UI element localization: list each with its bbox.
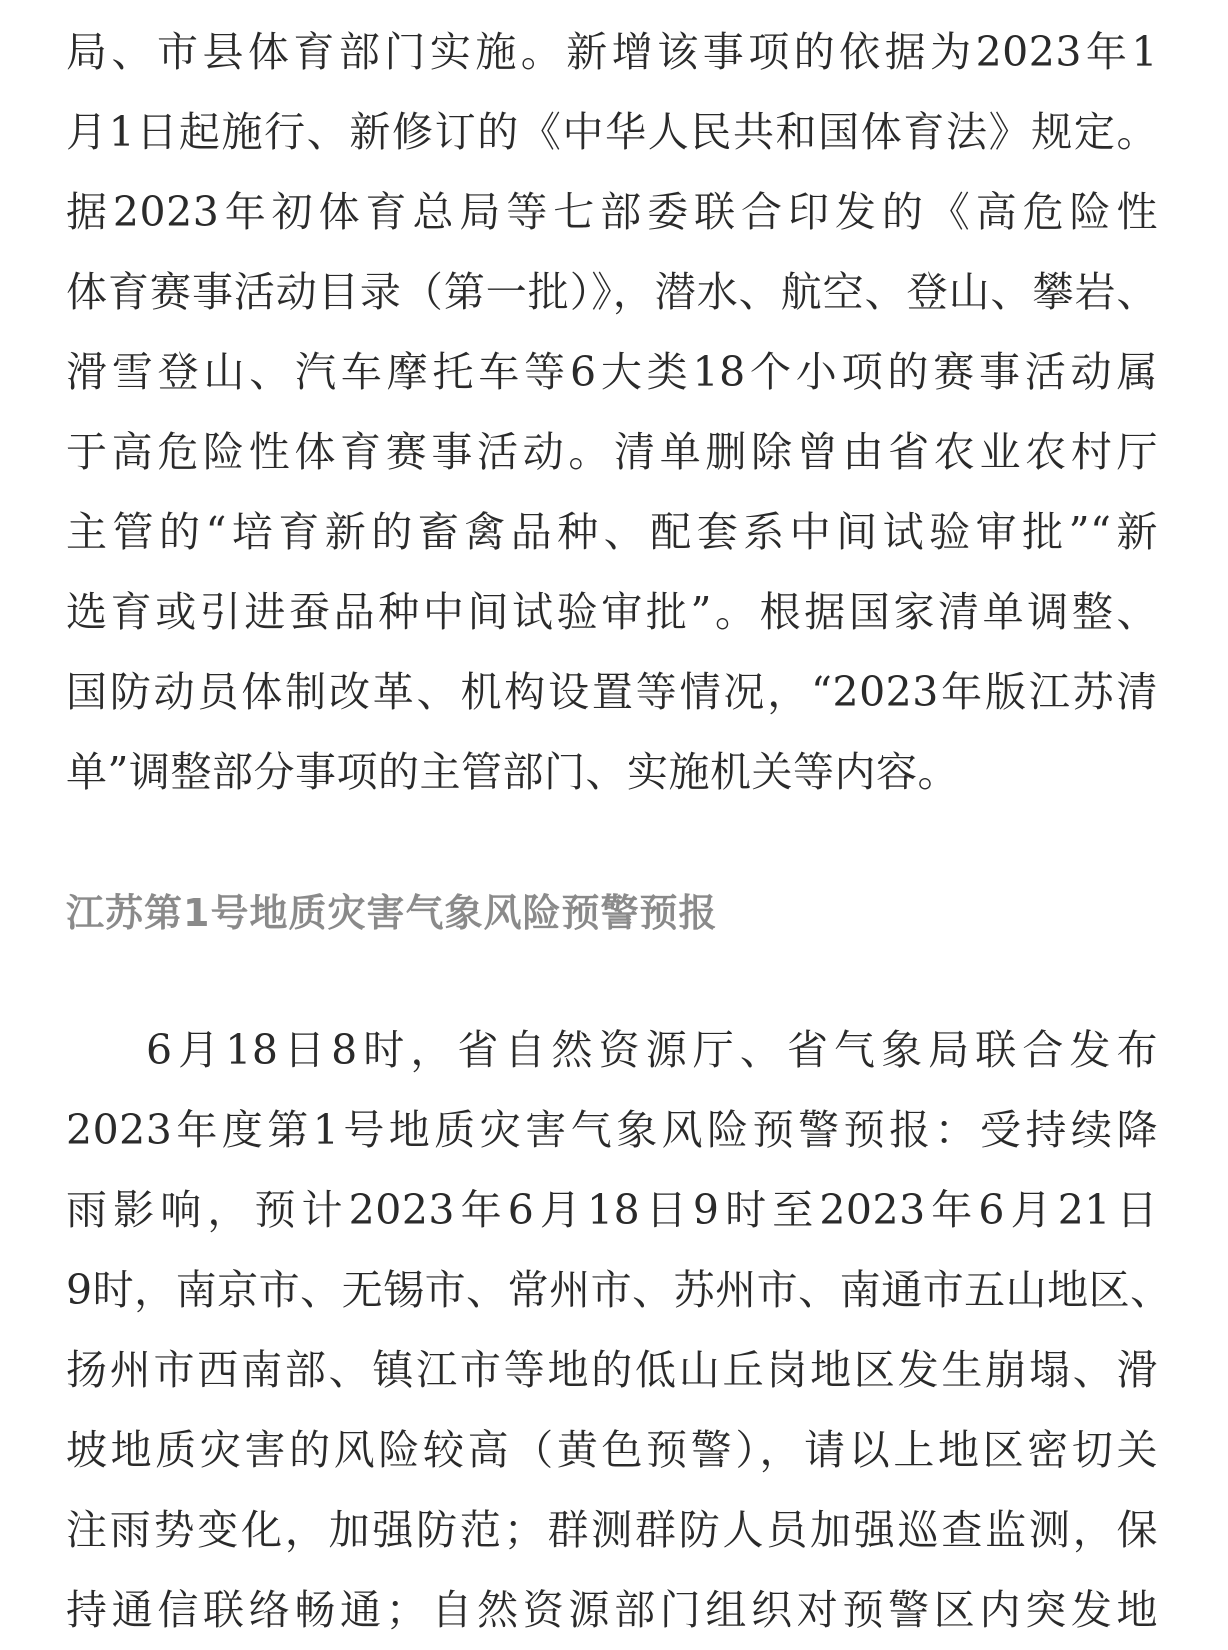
paragraph-1-line: 国防动员体制改革、机构设置等情况，“2023年版江苏清 [66, 668, 1158, 716]
paragraph-2-line: 雨影响，预计2023年6月18日9时至2023年6月21日 [66, 1186, 1158, 1234]
paragraph-1-line: 主管的“培育新的畜禽品种、配套系中间试验审批”“新 [66, 508, 1158, 556]
paragraph-1-line: 滑雪登山、汽车摩托车等6大类18个小项的赛事活动属 [66, 348, 1158, 396]
paragraph-1-line: 局、市县体育部门实施。新增该事项的依据为2023年1 [66, 28, 1158, 76]
section-heading: 江苏第1号地质灾害气象风险预警预报 [66, 891, 718, 935]
paragraph-2-line: 坡地质灾害的风险较高（黄色预警），请以上地区密切关 [66, 1426, 1158, 1474]
paragraph-1-line: 单”调整部分事项的主管部门、实施机关等内容。 [66, 748, 959, 796]
paragraph-2-line: 2023年度第1号地质灾害气象风险预警预报：受持续降 [66, 1106, 1158, 1154]
paragraph-1-line: 选育或引进蚕品种中间试验审批”。根据国家清单调整、 [66, 588, 1158, 636]
paragraph-2-line: 6月18日8时，省自然资源厅、省气象局联合发布 [146, 1026, 1158, 1074]
paragraph-2-line: 注雨势变化，加强防范；群测群防人员加强巡查监测，保 [66, 1506, 1158, 1554]
paragraph-2-line: 9时，南京市、无锡市、常州市、苏州市、南通市五山地区、 [66, 1266, 1172, 1314]
paragraph-2-line: 扬州市西南部、镇江市等地的低山丘岗地区发生崩塌、滑 [66, 1346, 1158, 1394]
paragraph-1-line: 体育赛事活动目录（第一批）》，潜水、航空、登山、攀岩、 [66, 268, 1158, 316]
paragraph-1-line: 据2023年初体育总局等七部委联合印发的《高危险性 [66, 188, 1158, 236]
paragraph-2-line: 持通信联络畅通；自然资源部门组织对预警区内突发地 [66, 1586, 1158, 1634]
paragraph-1-line: 于高危险性体育赛事活动。清单删除曾由省农业农村厅 [66, 428, 1158, 476]
paragraph-1-line: 月1日起施行、新修订的《中华人民共和国体育法》规定。 [66, 108, 1158, 156]
